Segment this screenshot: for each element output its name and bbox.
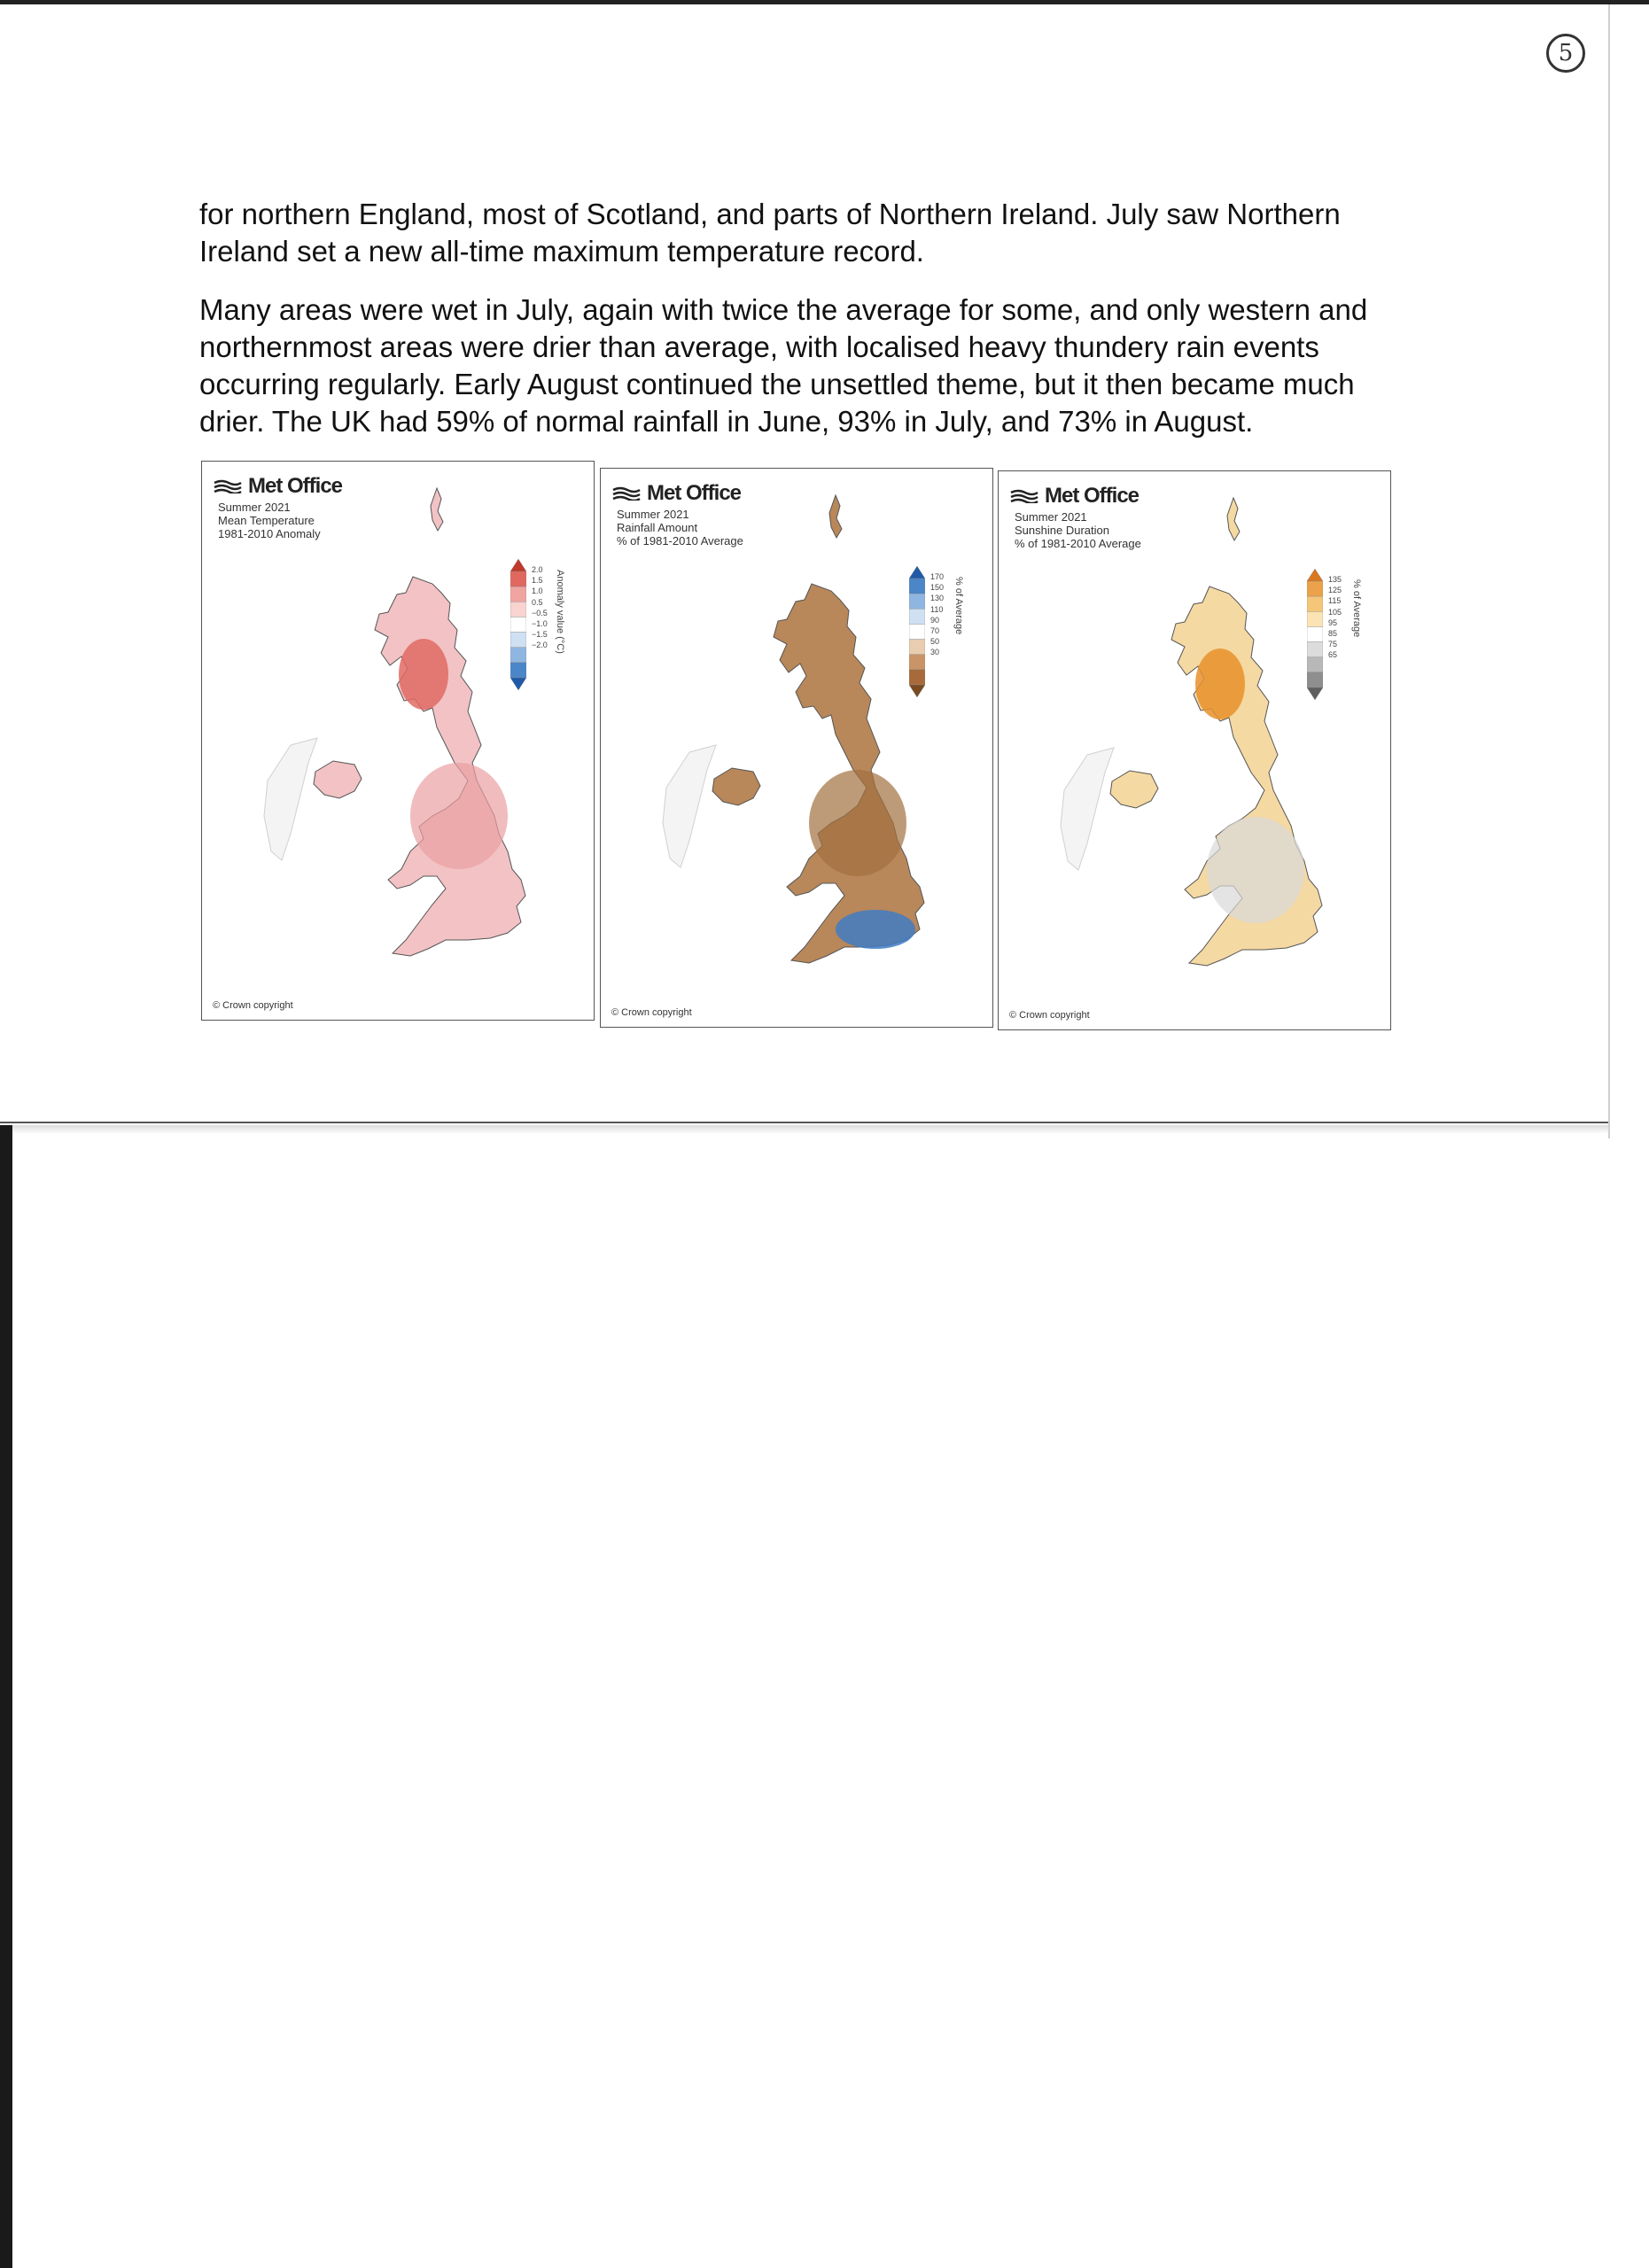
paper-fold-line [0,1122,1608,1123]
legend-swatch [1307,581,1323,596]
legend-swatch [1307,611,1323,626]
legend-tick-label: 95 [1328,617,1338,627]
legend-swatch [510,663,526,678]
map-title-line: Rainfall Amount [617,521,698,534]
legend-swatch [510,571,526,586]
legend-swatch [909,594,925,609]
met-office-waves-icon [611,486,642,501]
map-title-line: Summer 2021 [617,508,689,521]
map-title-line: Summer 2021 [218,501,291,514]
legend-swatch [909,670,925,685]
map-title [617,508,743,548]
map-title [218,501,321,540]
map-secondary-area [410,763,508,869]
legend-swatch [1307,657,1323,672]
uk-map [999,471,1390,1029]
paragraph-1: for northern England, most of Scotland, and parts of Northern Ireland. July saw Northern Ireland set a new all-time maximum temperature record. [199,198,1341,268]
map-highlight-area [1195,649,1245,719]
legend-tick-label: −0.5 [532,608,548,617]
legend-tick-label: 30 [930,648,940,657]
scan-left-edge [0,1125,12,2268]
map-title-line: Mean Temperature [218,514,315,527]
legend-swatch [510,586,526,602]
met-office-logo [611,481,741,506]
legend-swatch [510,602,526,617]
northern-ireland-shape [314,761,362,798]
map-secondary-area [1207,817,1304,923]
legend-swatch [909,609,925,624]
legend-swatch [909,566,925,579]
legend-tick-label: −1.0 [532,619,548,629]
met-office-waves-icon [1009,489,1039,503]
legend-tick-label: 50 [930,637,940,647]
legend-swatch [909,624,925,639]
ireland-outline [663,745,716,867]
legend-tick-label: 125 [1328,586,1342,595]
map-panel-rainfall [600,468,993,1028]
map-title-line: Sunshine Duration [1015,524,1109,537]
map-panel-sunshine [998,470,1391,1030]
legend-title: % of Average [1351,579,1362,638]
uk-map [601,469,992,1027]
map-title [1015,510,1141,550]
legend-swatch [909,640,925,655]
map-title-line: 1981-2010 Anomaly [218,527,321,540]
logo-text: Met Office [1045,484,1140,508]
legend-tick-label: −2.0 [532,641,548,650]
legend-tick-label: 65 [1328,650,1338,660]
legend-swatch [510,648,526,663]
legend-tick-label: 75 [1328,640,1338,649]
legend-title: Anomaly value (°C) [555,570,565,654]
legend-tick-labels [1328,574,1342,661]
legend-swatch [909,655,925,670]
legend-tick-label: 1.0 [532,586,543,596]
legend-tick-label: 150 [930,583,945,593]
handwritten-page-number: 5 [1546,34,1585,73]
legend-tick-label: 2.0 [532,565,543,574]
ireland-outline [264,738,317,860]
met-office-logo [213,474,342,499]
met-office-waves-icon [213,479,243,493]
legend-tick-label: 0.5 [532,597,543,607]
map-panel-temperature [201,461,595,1021]
logo-text: Met Office [647,481,742,505]
legend-tick-label: 115 [1328,596,1342,606]
legend-swatch [510,617,526,632]
shetland-shape [829,495,842,538]
map-secondary-area [809,770,906,876]
map-title-line: % of 1981-2010 Average [1015,537,1141,550]
legend-swatch [1307,642,1323,657]
legend-tick-label: −1.5 [532,630,548,640]
legend-swatch [1307,672,1323,687]
northern-ireland-shape [712,768,760,805]
legend-swatch [510,633,526,648]
legend-swatch [1307,687,1323,700]
ireland-outline [1061,748,1114,870]
legend-swatch [510,678,526,690]
legend-tick-labels [532,564,548,651]
paragraph-2: Many areas were wet in July, again with twice the average for some, and only western and northernmost areas were drier than average, with localised heavy thundery rain events occurring regularly. Early August continued the unsettled theme, but it then became much drier. The UK had 59% of normal rainfall in June, 93% in July, and 73% in August. [199,293,1368,438]
uk-map [202,462,594,1020]
map-title-line: % of 1981-2010 Average [617,534,743,548]
copyright-notice: © Crown copyright [213,1000,293,1011]
legend-swatch [1307,626,1323,641]
copyright-notice: © Crown copyright [611,1007,692,1018]
legend-color-bar [1307,569,1323,702]
legend-tick-label: 130 [930,594,945,603]
legend-tick-label: 85 [1328,629,1338,639]
legend-tick-label: 90 [930,615,940,625]
map-highlight-area [836,910,915,949]
copyright-notice: © Crown copyright [1009,1010,1090,1021]
shetland-shape [431,488,443,531]
legend-tick-label: 135 [1328,575,1342,584]
legend-color-bar [909,566,925,699]
legend-swatch [510,559,526,571]
legend-swatch [1307,569,1323,581]
legend-swatch [1307,596,1323,611]
legend-tick-label: 1.5 [532,576,543,586]
legend-tick-label: 105 [1328,607,1342,617]
northern-ireland-shape [1110,771,1158,808]
legend-tick-labels [930,571,944,658]
scan-top-edge [0,0,1649,4]
map-title-line: Summer 2021 [1015,510,1087,524]
legend-color-bar [510,559,526,692]
legend-tick-label: 170 [930,572,945,581]
legend-tick-label: 70 [930,626,940,636]
map-highlight-area [399,639,448,710]
logo-text: Met Office [248,474,343,498]
met-office-logo [1009,484,1139,509]
paper-fold-shadow [0,1125,1608,1134]
legend-tick-label: 110 [930,604,944,614]
shetland-shape [1227,498,1240,540]
legend-swatch [909,685,925,697]
legend-title: % of Average [953,577,964,635]
legend-swatch [909,579,925,594]
